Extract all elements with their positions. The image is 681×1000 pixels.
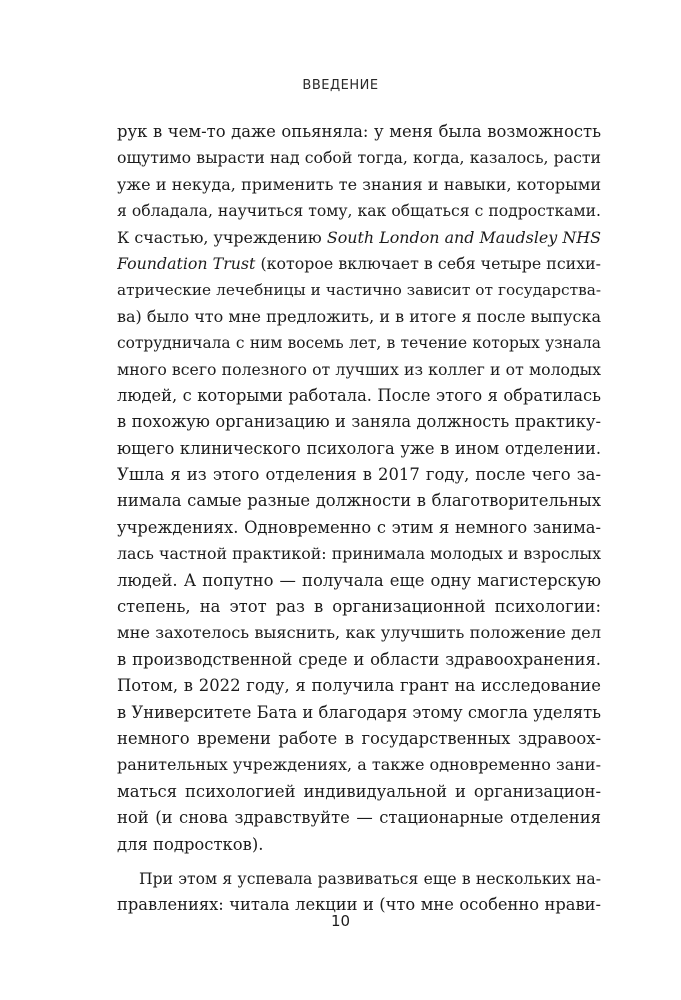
italic-org-name-cont: Foundation Trust <box>117 253 256 273</box>
text-line: рук в чем-то даже опьяняла: у меня была возможность <box>117 122 601 141</box>
text-line: людей. А попутно — получала еще одну магистерскую <box>117 570 601 590</box>
text-line: людей, с которыми работала. После этого я обратилась <box>117 385 601 405</box>
text-line: ощутимо вырасти над собой тогда, когда, казалось, расти <box>117 148 601 168</box>
text-line: уже и некуда, применить те знания и навыки, которыми <box>117 174 601 194</box>
text-line: сотрудничала с ним восемь лет, в течение которых узнала <box>117 334 601 353</box>
text-line: ющего клинического психолога уже в ином отделении. <box>117 438 601 458</box>
italic-org-name: South London and Maudsley NHS <box>326 227 601 247</box>
text-line: нимала самые разные должности в благотворительных <box>117 491 601 511</box>
text-line: ной (и снова здравствуйте — стационарные отделения <box>117 808 601 828</box>
text-run: (которое включает в себя четыре психи- <box>255 253 601 273</box>
running-head: ВВЕДЕНИЕ <box>302 78 379 93</box>
paragraph-gap <box>117 858 601 866</box>
text-line: мне захотелось выяснить, как улучшить положение дел <box>117 623 601 643</box>
text-line: учреждениях. Одновременно с этим я немного занима- <box>117 517 601 537</box>
text-line: я обладала, научиться тому, как общаться с подростками. <box>117 202 601 221</box>
text-line: ва) было что мне предложить, и в итоге я после выпуска <box>117 306 601 326</box>
text-line: правлениях: читала лекции и (что мне особенно нрави- <box>117 895 601 915</box>
text-line: маться психологией индивидуальной и организацион- <box>117 781 601 801</box>
text-line: немного времени работе в государственных здравоох- <box>117 728 601 748</box>
text-line: ранительных учреждениях, а также одновременно зани- <box>117 755 601 775</box>
text-line: Ушла я из этого отделения в 2017 году, после чего за- <box>117 465 601 485</box>
text-line: Потом, в 2022 году, я получила грант на исследование <box>117 676 601 696</box>
text-line: лась частной практикой: принимала молодых и взрослых <box>117 544 601 564</box>
text-line: степень, на этот раз в организационной психологии: <box>117 597 601 617</box>
text-line: много всего полезного от лучших из коллег и от молодых <box>117 359 601 379</box>
text-line-last: для подростков). <box>117 834 264 854</box>
text-line: атрические лечебницы и частично зависит от государства- <box>117 281 601 300</box>
text-line-indented: При этом я успевала развиваться еще в нескольких на- <box>139 869 601 888</box>
text-run: К счастью, учреждению <box>117 227 327 247</box>
body-text <box>117 119 601 919</box>
text-line-mixed <box>117 225 601 251</box>
text-line: в Университете Бата и благодаря этому смогла уделять <box>117 702 601 722</box>
text-line: в похожую организацию и заняла должность практику- <box>117 412 601 432</box>
text-line-mixed <box>117 251 601 277</box>
text-line: в производственной среде и области здравоохранения. <box>117 649 601 669</box>
page-number: 10 <box>330 912 351 930</box>
